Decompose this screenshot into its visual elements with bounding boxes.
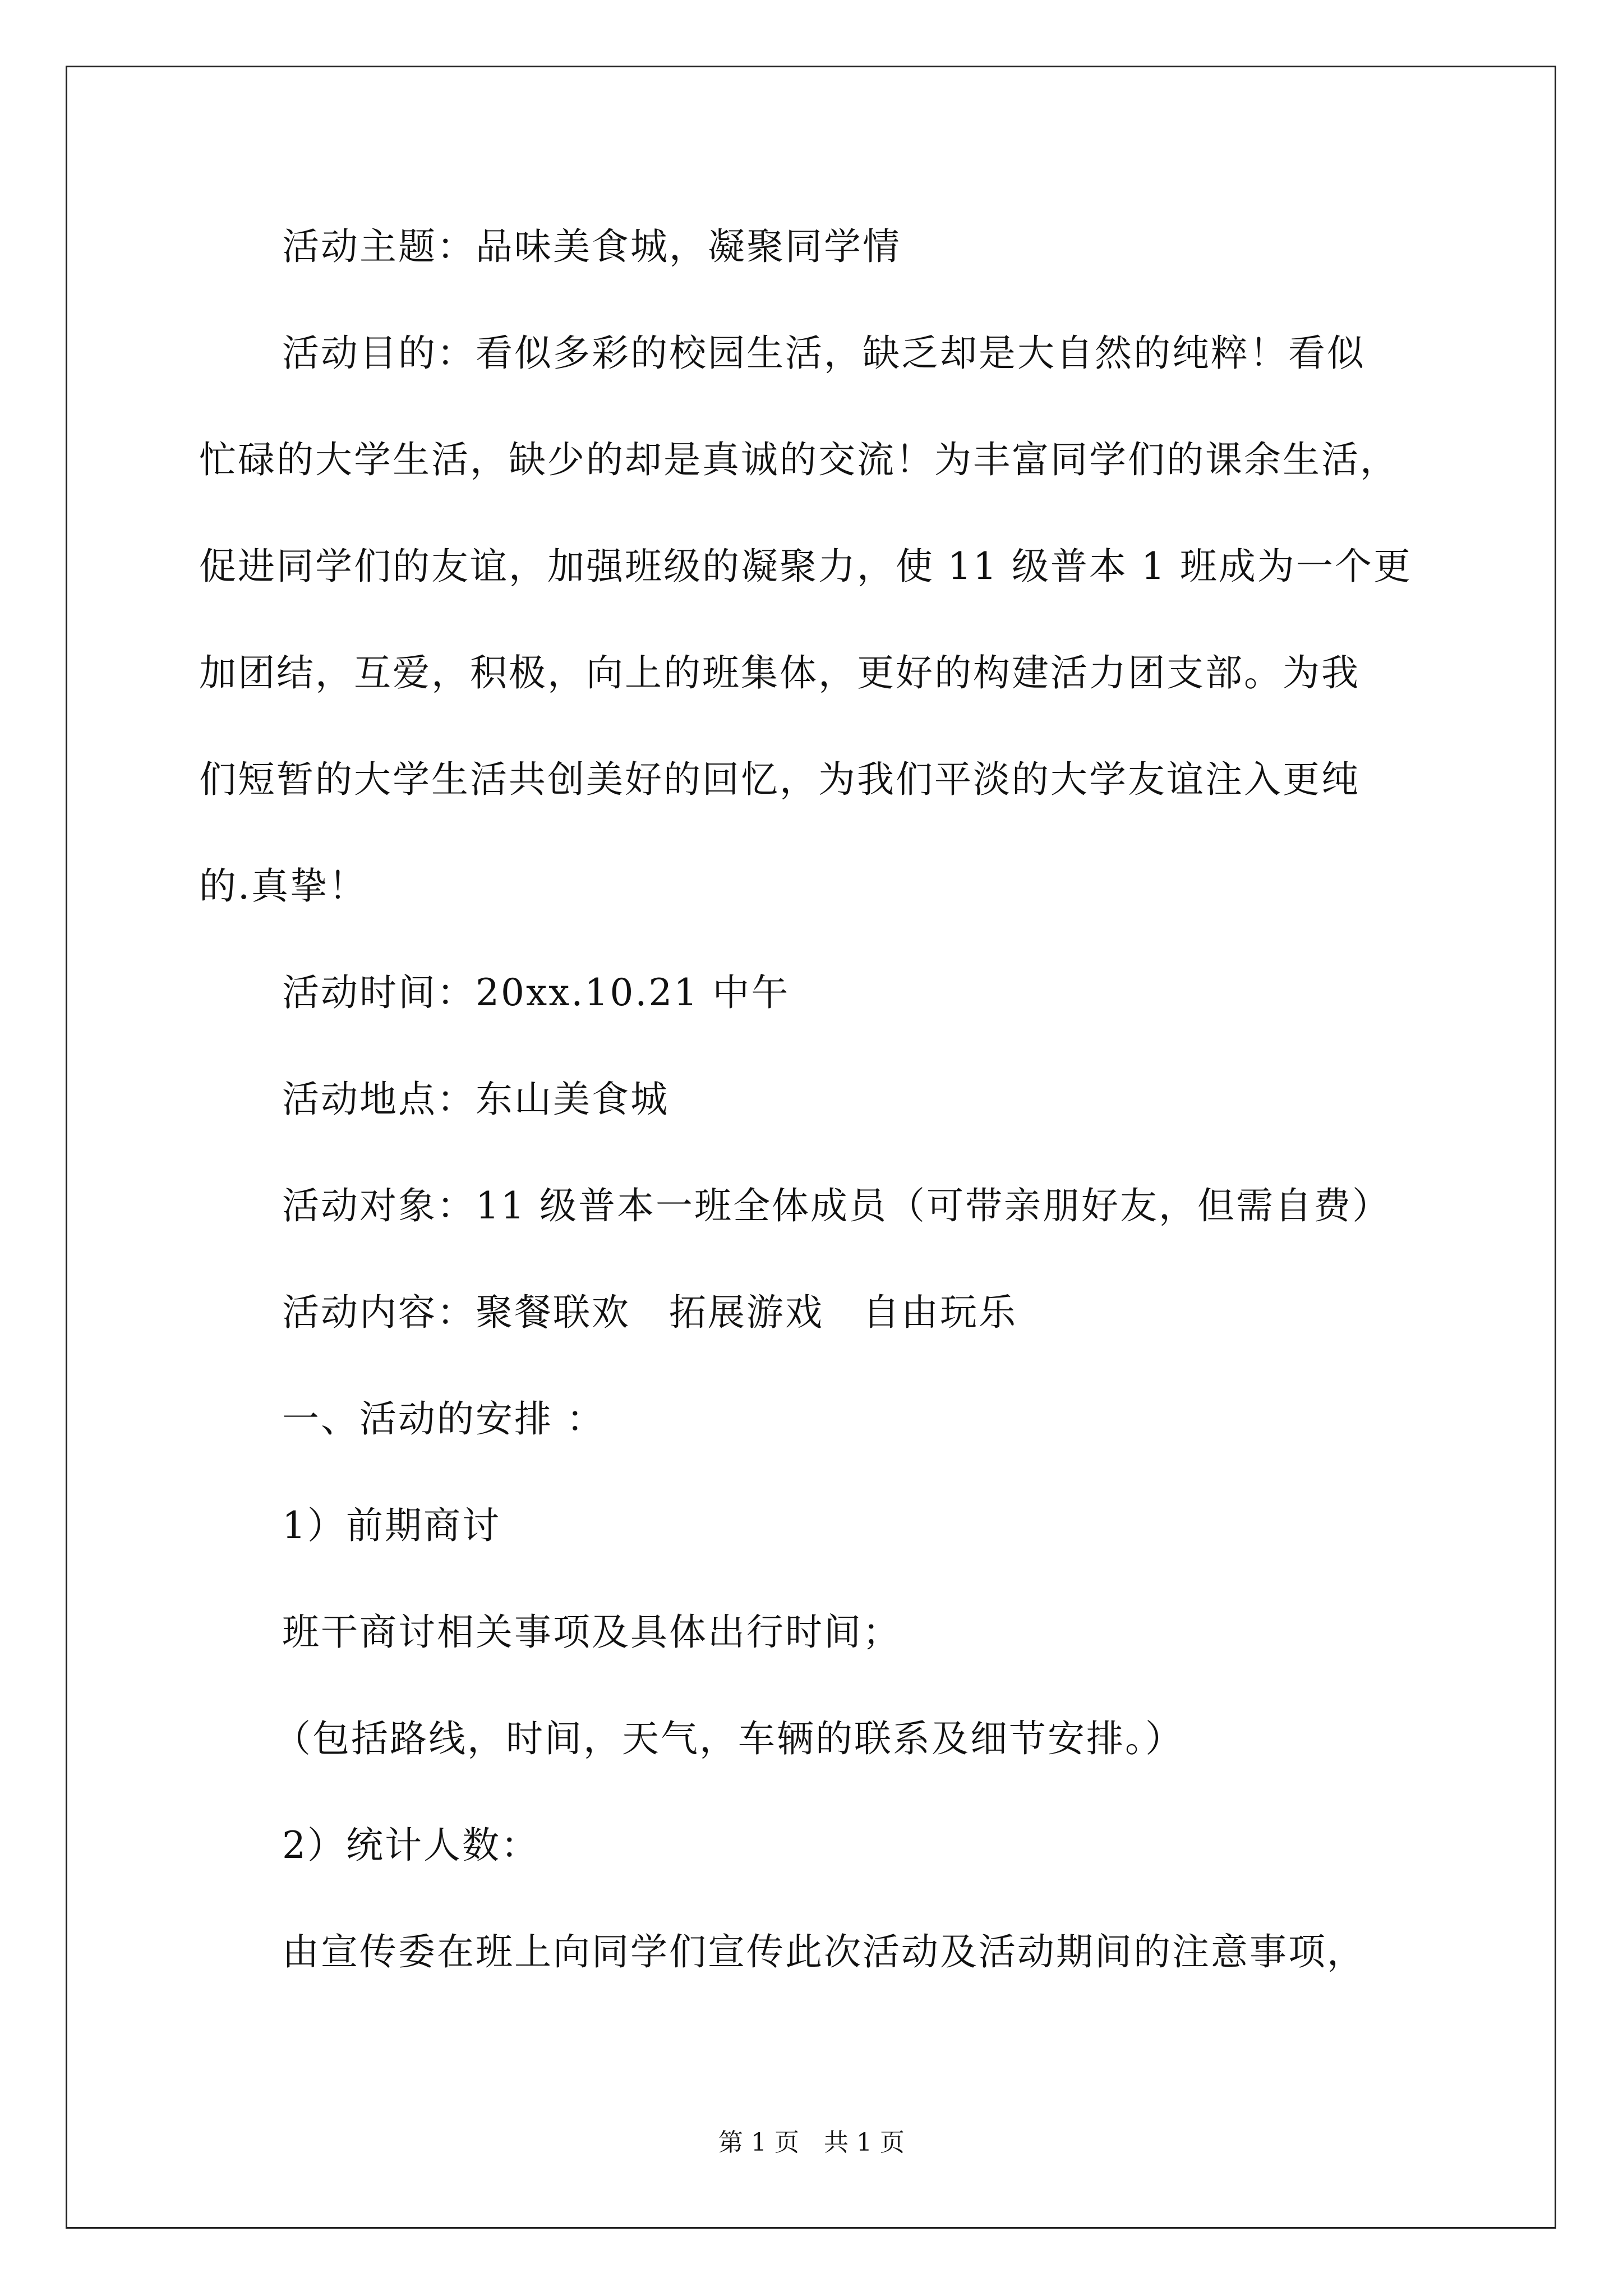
page-footer: 第 1 页 共 1 页 <box>718 2128 905 2157</box>
activity-purpose-line-5: 们短暂的大学生活共创美好的回忆，为我们平淡的大学友谊注入更纯 <box>199 758 1360 801</box>
section-heading-arrangement: 一、活动的安排 ： <box>282 1397 605 1441</box>
discussion-detail-line: 班干商讨相关事项及具体出行时间； <box>282 1611 901 1654</box>
activity-participants-line: 活动对象：11 级普本一班全体成员（可带亲朋好友，但需自费） <box>282 1184 1391 1227</box>
activity-location-line: 活动地点：东山美食城 <box>282 1078 669 1121</box>
activity-purpose-line-6: 的.真挚！ <box>199 864 367 908</box>
page-border <box>66 66 1556 2229</box>
activity-purpose-line-3: 促进同学们的友谊，加强班级的凝聚力，使 11 级普本 1 班成为一个更 <box>199 545 1412 588</box>
activity-purpose-line-1: 活动目的：看似多彩的校园生活，缺乏却是大自然的纯粹！看似 <box>282 332 1366 375</box>
activity-theme-line: 活动主题：品味美食城，凝聚同学情 <box>282 225 901 268</box>
discussion-note-line: （包括路线，时间，天气，车辆的联系及细节安排。） <box>274 1717 1184 1760</box>
subheading-preliminary-discussion: 1）前期商讨 <box>282 1504 501 1547</box>
headcount-detail-line: 由宣传委在班上向同学们宣传此次活动及活动期间的注意事项， <box>282 1930 1366 1973</box>
activity-purpose-line-2: 忙碌的大学生活，缺少的却是真诚的交流！为丰富同学们的课余生活， <box>199 438 1399 481</box>
subheading-headcount: 2）统计人数： <box>282 1824 540 1867</box>
activity-time-line: 活动时间：20xx.10.21 中午 <box>282 971 790 1014</box>
activity-purpose-line-4: 加团结，互爱，积极，向上的班集体，更好的构建活力团支部。为我 <box>199 651 1360 694</box>
activity-content-line: 活动内容：聚餐联欢 拓展游戏 自由玩乐 <box>282 1291 1017 1334</box>
